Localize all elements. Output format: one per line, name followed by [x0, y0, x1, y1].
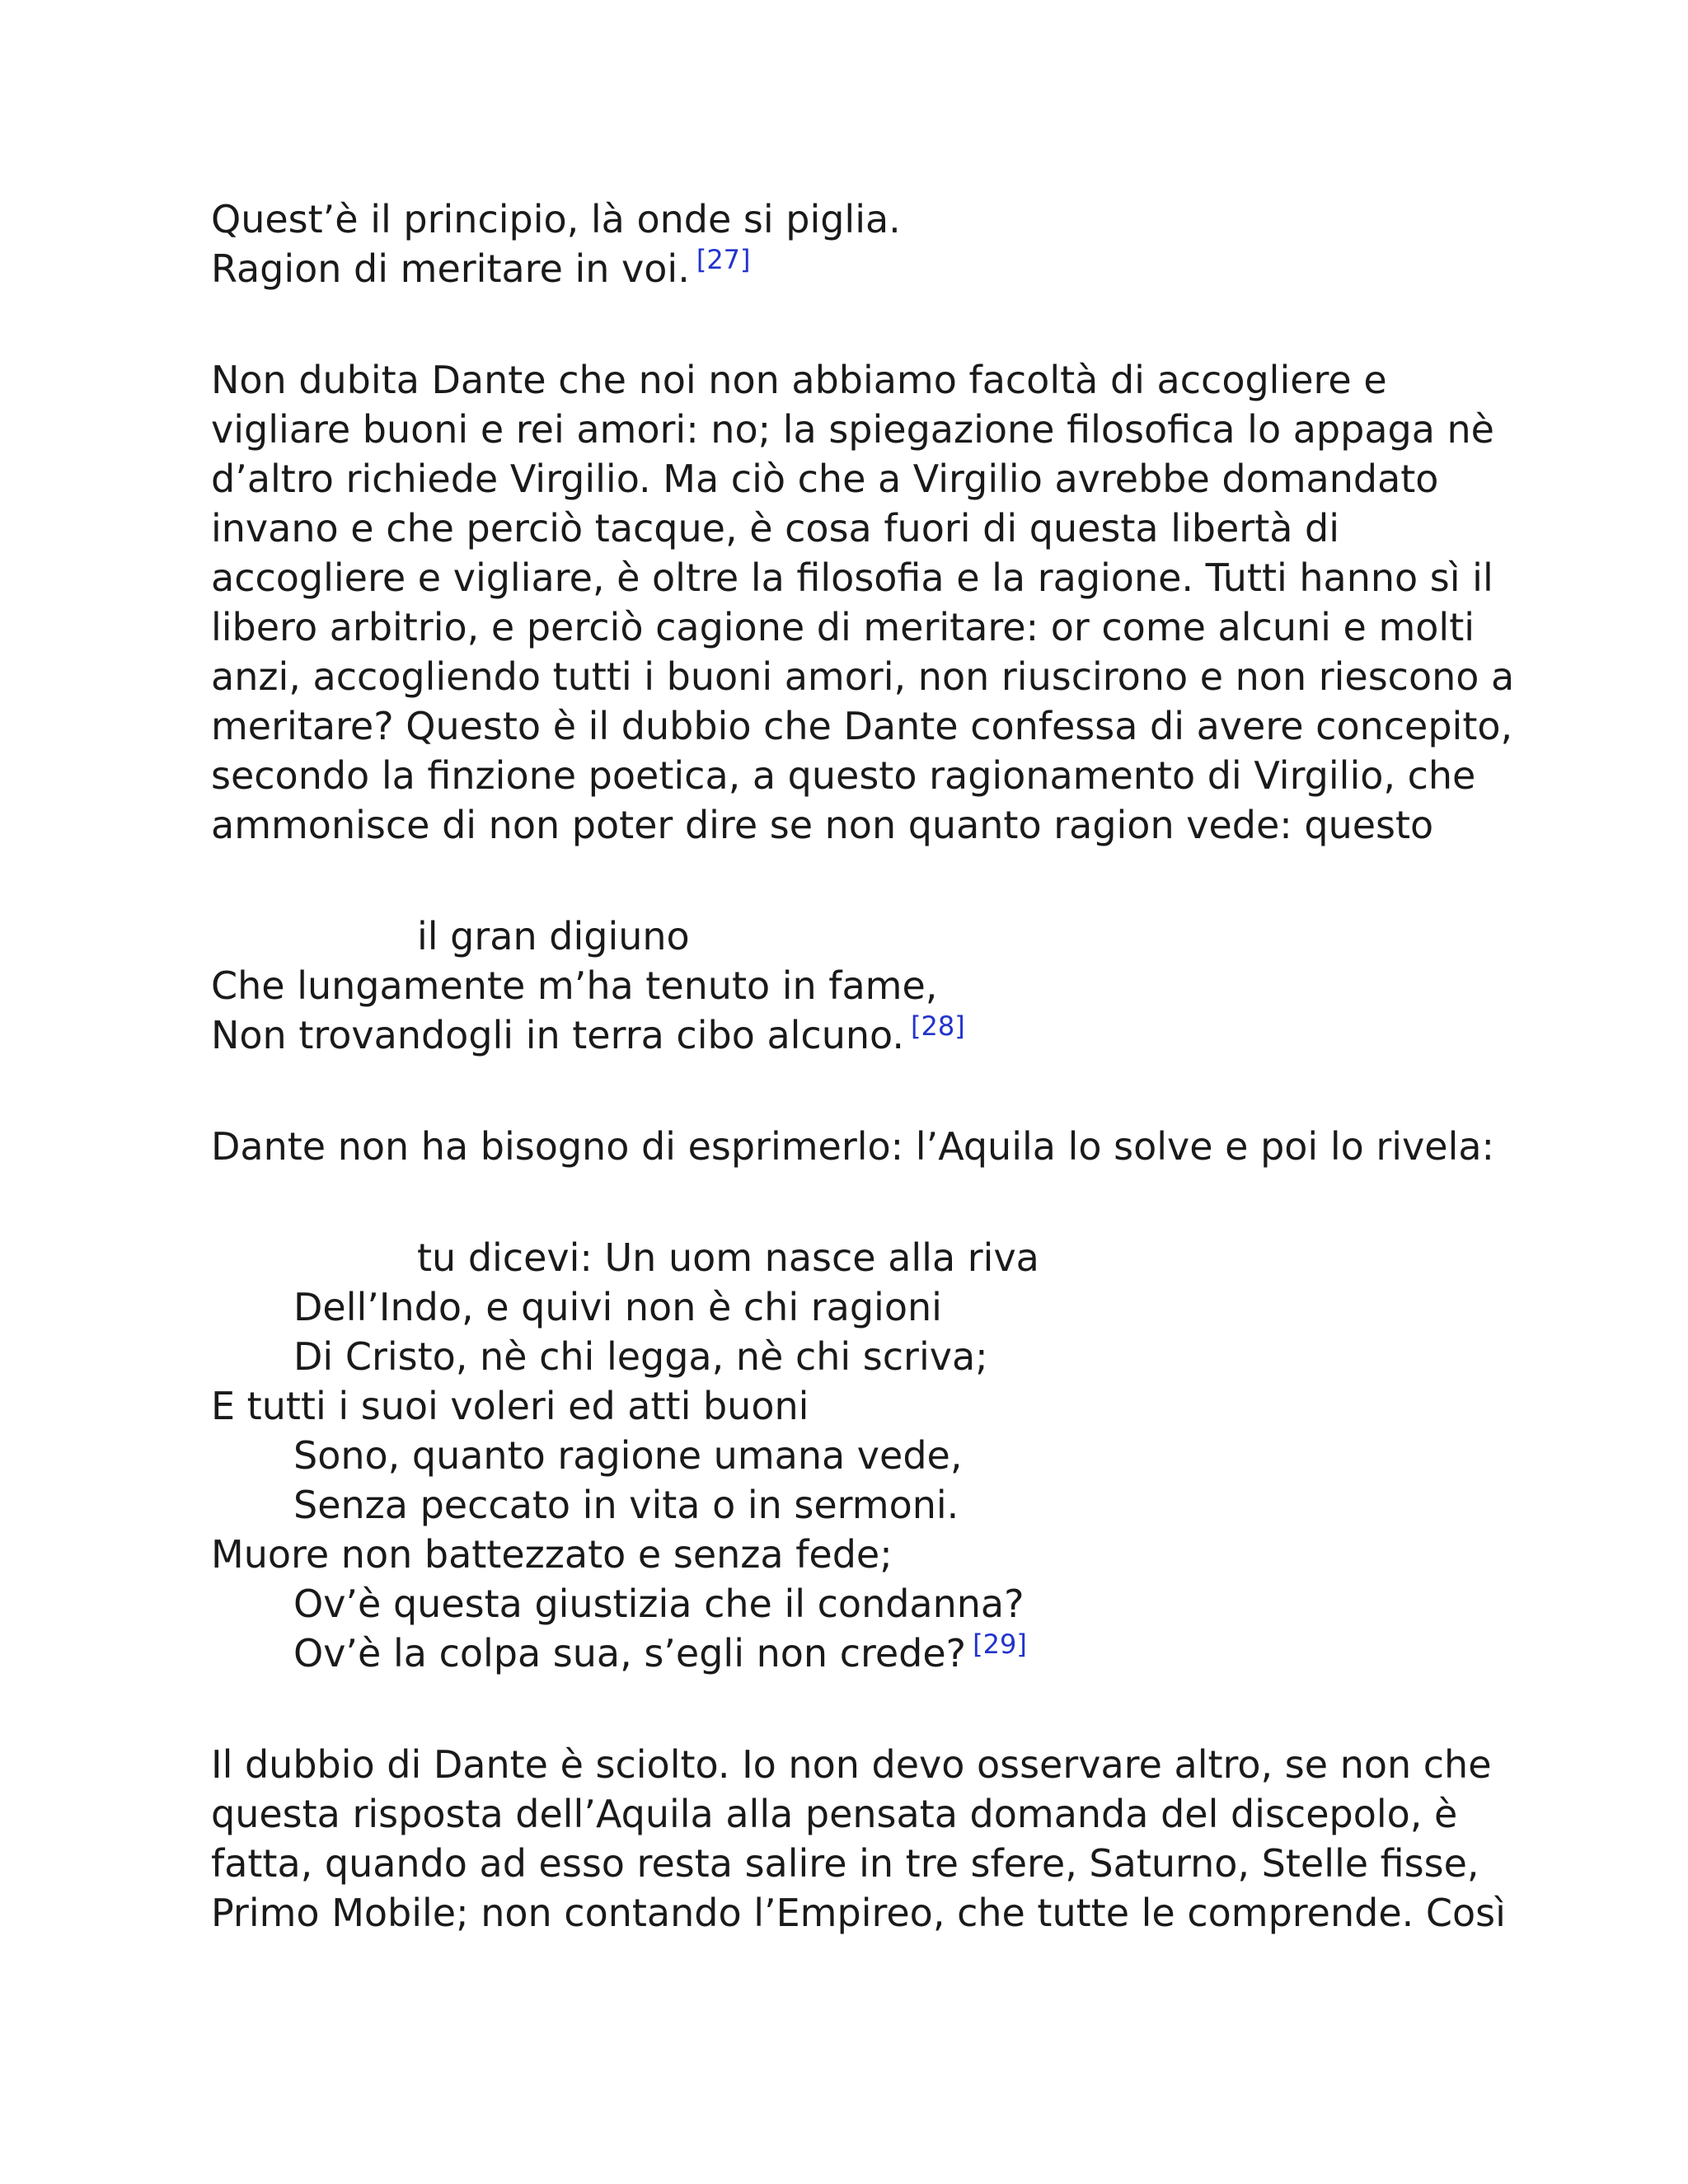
block-spacer [211, 1060, 1497, 1122]
block-spacer [211, 293, 1497, 355]
paragraph-line: Dante non ha bisogno di esprimerlo: l’Aquila lo solve e poi lo rivela: [211, 1124, 1495, 1169]
paragraph-line: Non dubita Dante che noi non abbiamo facoltà di accogliere e [211, 358, 1387, 402]
block-spacer [211, 850, 1497, 912]
paragraph-line: fatta, quando ad esso resta salire in tre sfere, Saturno, Stelle fisse, [211, 1841, 1479, 1886]
verse-line: il gran digiuno [417, 914, 690, 958]
verse-quote-2 [211, 912, 1497, 1060]
footnote-link-28[interactable]: [28] [910, 1010, 965, 1042]
verse-line: Senza peccato in vita o in sermoni. [293, 1483, 959, 1527]
verse-line: Dell’Indo, e quivi non è chi ragioni [293, 1285, 942, 1329]
paragraph-line: questa risposta dell’Aquila alla pensata domanda del discepolo, è [211, 1792, 1458, 1836]
verse-line: Che lungamente m’ha tenuto in fame, [211, 963, 938, 1008]
paragraph-line: anzi, accogliendo tutti i buoni amori, non riuscirono e non riescono a [211, 654, 1515, 699]
verse-line: tu dicevi: Un uom nasce alla riva [417, 1235, 1039, 1280]
paragraph-1 [211, 355, 1515, 850]
verse-line: Muore non battezzato e senza fede; [211, 1532, 893, 1577]
paragraph-line: invano e che perciò tacque, è cosa fuori di questa libertà di [211, 506, 1340, 551]
paragraph-line: Il dubbio di Dante è sciolto. Io non devo osservare altro, se non che [211, 1742, 1492, 1787]
paragraph-3 [211, 1740, 1506, 1938]
verse-line: Quest’è il principio, là onde si piglia. [211, 197, 901, 241]
block-spacer [211, 1678, 1497, 1740]
verse-line: Di Cristo, nè chi legga, nè chi scriva; [293, 1334, 988, 1379]
verse-line-text: Non trovandogli in terra cibo alcuno. [211, 1013, 904, 1057]
paragraph-line: meritare? Questo è il dubbio che Dante confessa di avere concepito, [211, 704, 1513, 748]
verse-line: Sono, quanto ragione umana vede, [293, 1433, 963, 1478]
paragraph-line: vigliare buoni e rei amori: no; la spiegazione filosofica lo appaga nè [211, 407, 1494, 452]
verse-quote-1 [211, 194, 1497, 293]
verse-quote-3 [211, 1233, 1497, 1678]
paragraph-line: Primo Mobile; non contando l’Empireo, che tutte le comprende. Così [211, 1891, 1506, 1935]
paragraph-line: secondo la finzione poetica, a questo ragionamento di Virgilio, che [211, 753, 1476, 798]
paragraph-line: d’altro richiede Virgilio. Ma ciò che a Virgilio avrebbe domandato [211, 457, 1439, 501]
footnote-link-27[interactable]: [27] [696, 244, 751, 275]
verse-line-with-footnote [211, 1629, 1497, 1678]
block-spacer [211, 1171, 1497, 1233]
paragraph-line: ammonisce di non poter dire se non quanto ragion vede: questo [211, 803, 1434, 847]
verse-line-with-footnote [211, 1010, 1497, 1060]
footnote-link-29[interactable]: [29] [973, 1629, 1027, 1660]
verse-line-text: Ragion di meritare in voi. [211, 246, 690, 291]
page-body [211, 194, 1515, 1938]
paragraph-line: libero arbitrio, e perciò cagione di meritare: or come alcuni e molti [211, 605, 1475, 649]
verse-line: Ov’è questa giustizia che il condanna? [293, 1582, 1025, 1626]
verse-line: E tutti i suoi voleri ed atti buoni [211, 1384, 809, 1428]
paragraph-2 [211, 1122, 1497, 1171]
verse-line-text: Ov’è la colpa sua, s’egli non crede? [293, 1631, 967, 1675]
verse-line-with-footnote [211, 244, 1497, 293]
paragraph-line: accogliere e vigliare, è oltre la filosofia e la ragione. Tutti hanno sì il [211, 555, 1493, 600]
